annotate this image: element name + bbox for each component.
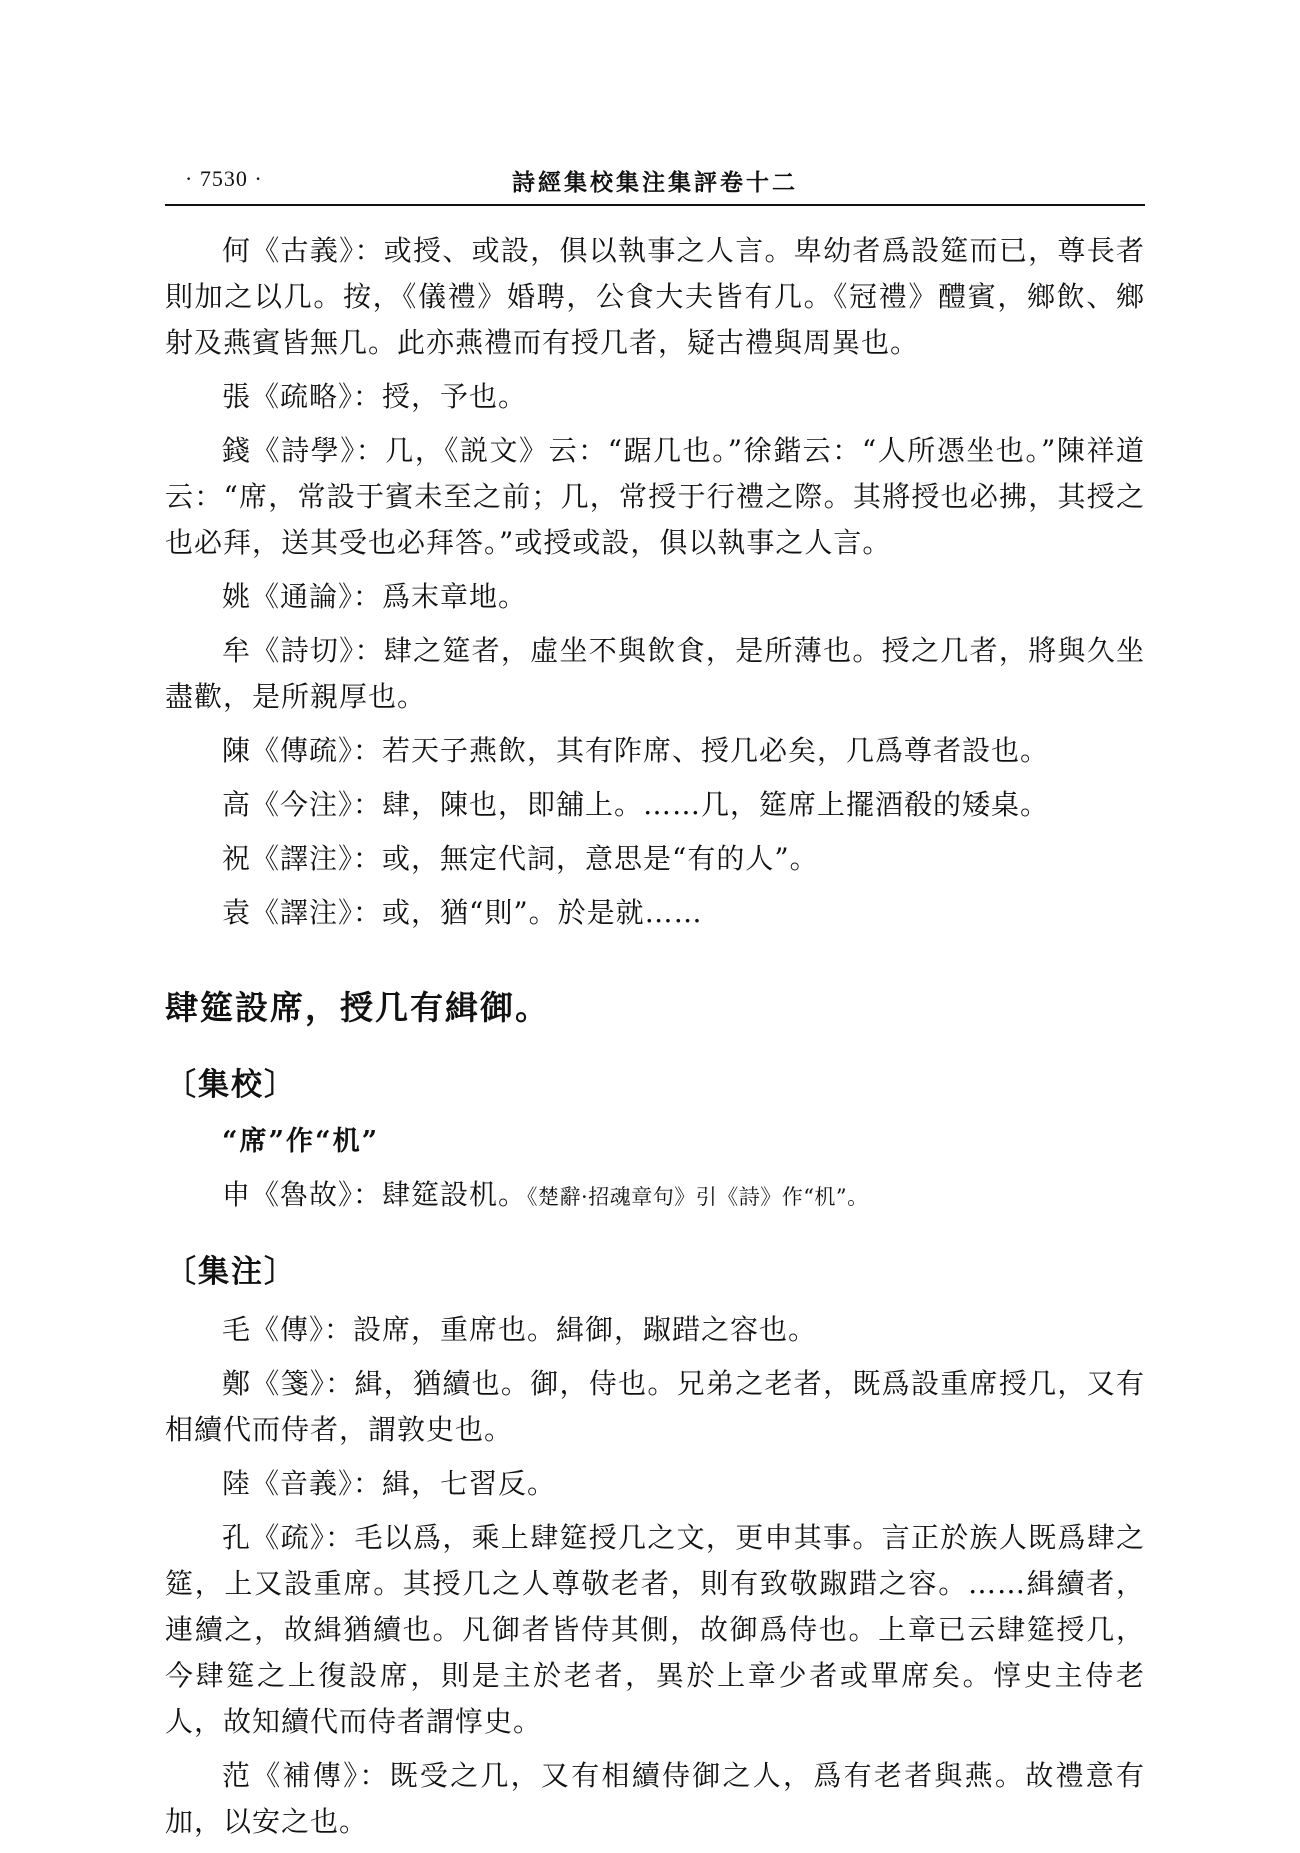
commentary-paragraph: 姚《通論》：爲末章地。 xyxy=(222,580,528,613)
verse-heading: 肆筵設席，授几有緝御。 xyxy=(165,988,550,1027)
running-title: 詩經集校集注集評卷十二 xyxy=(512,169,798,196)
jizhu-heading: 〔集注〕 xyxy=(165,1254,297,1290)
commentary-paragraph: 錢《詩學》：几，《説文》云：“踞几也。”徐鍇云：“人所憑坐也。”陳祥道云：“席，常設于賓未至之前；几，常授于行禮之際。其將授也必拂，其授之也必拜，送其受也必拜答。”或授或設，俱以執事之人言。 xyxy=(165,434,1145,559)
annotation-paragraph: 鄭《箋》：緝，猶續也。御，侍也。兄弟之老者，既爲設重席授几，又有相續代而侍者，謂敦史也。 xyxy=(165,1367,1145,1446)
page-body xyxy=(165,228,1145,1853)
jijiao-heading: 〔集校〕 xyxy=(165,1067,297,1103)
commentary-paragraph: 何《古義》：或授、或設，俱以執事之人言。卑幼者爲設筵而已，尊長者則加之以几。按，《儀禮》婚聘，公食大夫皆有几。《冠禮》醴賓，鄉飲、鄉射及燕賓皆無几。此亦燕禮而有授几者，疑古禮與周異也。 xyxy=(165,234,1145,359)
commentary-paragraph: 陳《傳疏》：若天子燕飲，其有阼席、授几必矣，几爲尊者設也。 xyxy=(222,734,1050,767)
commentary-paragraph: 張《疏略》：授，予也。 xyxy=(222,380,528,413)
commentary-paragraph: 袁《譯注》：或，猶“則”。於是就…… xyxy=(222,896,703,929)
commentary-paragraph: 高《今注》：肆，陳也，即舖上。……几，筵席上擺酒殽的矮桌。 xyxy=(222,788,1050,821)
collation-entry-note: 《楚辭·招魂章句》引《詩》作“机”。 xyxy=(527,1185,869,1209)
header-rule xyxy=(165,204,1145,206)
annotation-paragraph: 毛《傳》：設席，重席也。緝御，踧踖之容也。 xyxy=(222,1313,818,1346)
collation-entry-main: 申《魯故》：肆筵設机。 xyxy=(222,1178,528,1211)
annotation-paragraph: 范《補傳》：既受之几，又有相續侍御之人，爲有老者與燕。故禮意有加，以安之也。 xyxy=(165,1759,1145,1838)
page-number: · 7530 · xyxy=(185,166,263,191)
variant-heading: “席”作“机” xyxy=(222,1126,380,1157)
commentary-paragraph: 牟《詩切》：肆之筵者，虛坐不與飲食，是所薄也。授之几者，將與久坐盡歡，是所親厚也。 xyxy=(165,634,1145,713)
commentary-paragraph: 祝《譯注》：或，無定代詞，意思是“有的人”。 xyxy=(222,842,819,875)
annotation-paragraph: 陸《音義》：緝，七習反。 xyxy=(222,1467,557,1500)
page-header xyxy=(165,160,1145,200)
collation-entry xyxy=(165,1172,1145,1220)
annotation-paragraph: 孔《疏》：毛以爲，乘上肆筵授几之文，更申其事。言正於族人既爲肆之筵，上又設重席。其授几之人尊敬老者，則有致敬踧踖之容。……緝續者，連續之，故緝猶續也。凡御者皆侍其側，故御爲侍也。上章已云肆筵授几，今肆筵之上復設席，則是主於老者，異於上章少者或單席矣。惇史主侍老人，故知續代而侍者謂惇史。 xyxy=(165,1521,1145,1738)
